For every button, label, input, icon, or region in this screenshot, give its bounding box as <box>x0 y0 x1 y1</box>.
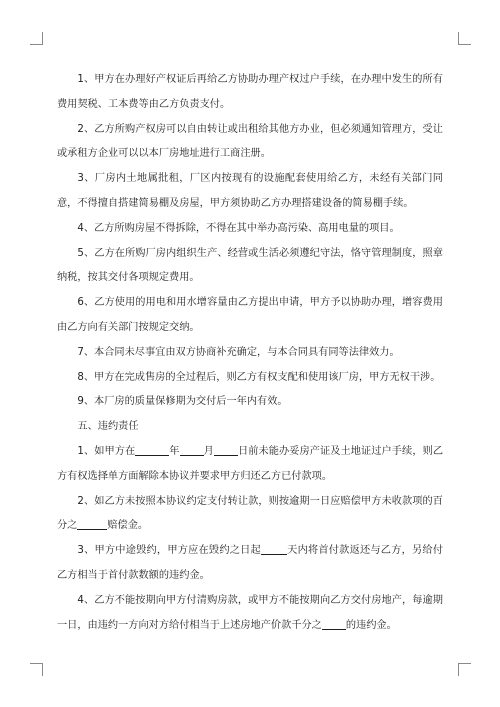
breach-clause-3 <box>57 539 443 589</box>
crop-mark-top-right <box>458 32 471 45</box>
clause-paragraph-3: 3、厂房内土地属批租，厂区内按现有的设施配套使用给乙方，未经有关部门同意，不得擅自搭建简易棚及房屋，甲方须协助乙方办理搭建设备的简易棚手续。 <box>57 173 443 209</box>
day-blank <box>214 443 238 456</box>
clause-paragraph-4: 4、乙方所购房屋不得拆除，不得在其中举办高污染、高用电量的项目。 <box>77 222 400 234</box>
breach-clause-3-text-a: 3、甲方中途毁约，甲方应在毁约之日起 <box>77 545 261 557</box>
breach-clause-2 <box>57 490 443 540</box>
breach-clause-4-text-b: 的违约金。 <box>345 619 397 631</box>
clause-paragraph-6: 6、乙方使用的用电和用水增容量由乙方提出申请，甲方予以协助办理，增容费用由乙方向有关部门按规定交纳。 <box>57 297 443 333</box>
breach-clause-2-text-a: 2、如乙方未按照本协议约定支付转让款，则按逾期一日应赔偿甲方未收款项的百分之 <box>57 495 443 532</box>
percent-blank <box>77 517 107 530</box>
breach-clause-1-text-c: 月 <box>203 445 214 457</box>
year-blank <box>135 443 169 456</box>
breach-clause-1 <box>57 440 443 490</box>
breach-clause-1-text-a: 1、如甲方在 <box>77 445 136 457</box>
breach-clause-4-text-a: 4、乙方不能按期向甲方付清购房款，或甲方不能按期向乙方交付房地产，每逾期一日，由违约一方向对方给付相当于上述房地产价款千分之 <box>57 594 443 631</box>
days-blank <box>261 542 287 555</box>
clause-paragraph-8: 8、甲方在完成售房的全过程后，则乙方有权支配和使用该厂房，甲方无权干涉。 <box>77 371 441 383</box>
crop-mark-top-left <box>30 32 43 45</box>
clause-paragraph-1: 1、甲方在办理好产权证后再给乙方协助办理产权过户手续，在办理中发生的所有费用契税、工本费等由乙方负责支付。 <box>57 74 443 110</box>
month-blank <box>180 443 204 456</box>
crop-mark-bottom-left <box>30 663 43 676</box>
breach-clause-3-text-b: 天内将首付款返还与乙方，另给付乙方相当于首付款数额的违约金。 <box>57 545 444 581</box>
breach-clause-1-text-b: 年 <box>169 445 180 457</box>
breach-clause-2-text-b: 赔偿金。 <box>107 520 149 532</box>
permille-blank <box>322 617 346 630</box>
crop-mark-bottom-right <box>458 663 471 676</box>
section-title: 五、违约责任 <box>77 421 139 433</box>
breach-clause-1-text-d: 日前未能办妥房产证及土地证过户手续，则乙方有权选择单方面解除本协议并要求甲方归还乙方已付款项。 <box>57 445 444 482</box>
clause-paragraph-5: 5、乙方在所购厂房内组织生产、经营或生活必须遵纪守法，恪守管理制度，照章纳税，按其交付各项规定费用。 <box>57 247 443 284</box>
breach-clause-4 <box>57 589 443 639</box>
clause-paragraph-2: 2、乙方所购产权房可以自由转让或出租给其他方办业，但必须通知管理方，受让或承租方企业可以以本厂房地址进行工商注册。 <box>57 123 443 160</box>
clause-paragraph-7: 7、本合同未尽事宜由双方协商补充确定，与本合同具有同等法律效力。 <box>77 346 400 358</box>
document-body <box>57 68 443 638</box>
clause-paragraph-9: 9、本厂房的质量保修期为交付后一年内有效。 <box>77 396 288 408</box>
